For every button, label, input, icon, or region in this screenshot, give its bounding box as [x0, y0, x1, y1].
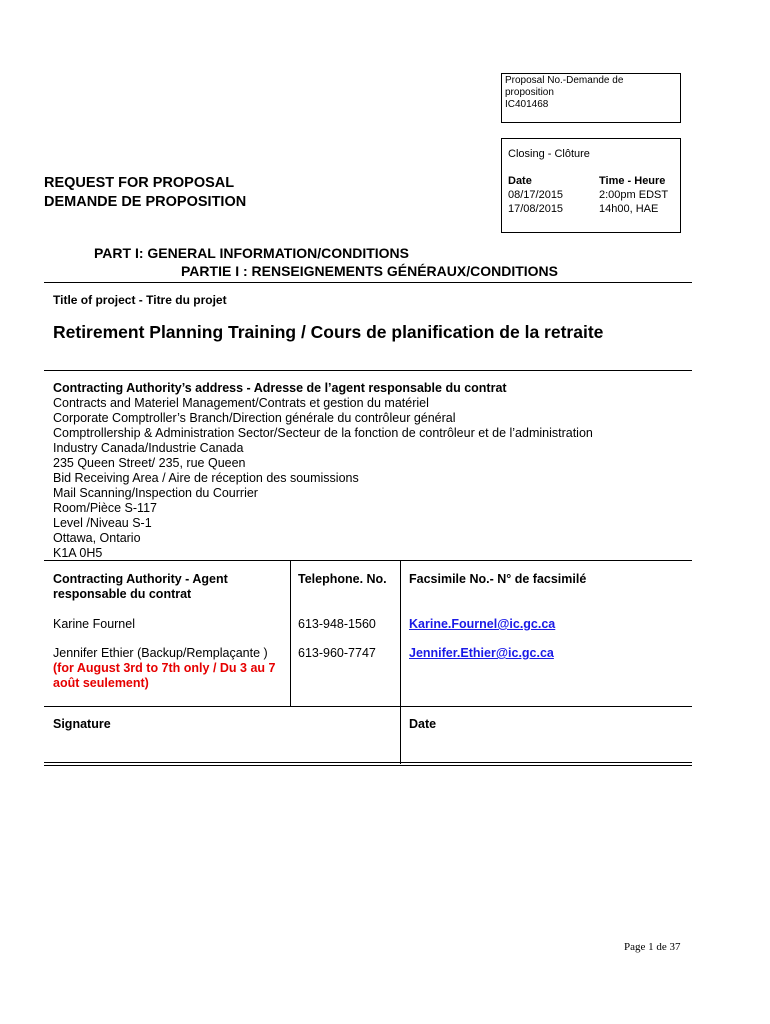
page-number: Page 1 de 37 — [624, 941, 681, 953]
project-title-label: Title of project - Titre du projet — [53, 293, 227, 307]
divider-part — [44, 282, 692, 283]
address-block — [53, 381, 593, 561]
closing-title: Closing - Clôture — [508, 148, 590, 160]
closing-time-header: Time - Heure — [599, 175, 666, 187]
contacts-header-authority-line2: responsable du contrat — [53, 587, 192, 601]
address-line: K1A 0H5 — [53, 546, 103, 560]
contact-note-2-line2: août seulement) — [53, 676, 149, 690]
part-title-en: PART I: GENERAL INFORMATION/CONDITIONS — [94, 245, 409, 261]
project-title: Retirement Planning Training / Cours de planification de la retraite — [53, 322, 604, 342]
proposal-label-line2: proposition — [505, 87, 554, 98]
contacts-header-fax: Facsimile No.- N° de facsimilé — [409, 572, 587, 586]
contacts-header-phone: Telephone. No. — [298, 572, 387, 586]
contact-row-2 — [53, 646, 275, 691]
contact-email-link-2[interactable]: Jennifer.Ethier@ic.gc.ca — [409, 646, 554, 660]
address-line: Corporate Comptroller’s Branch/Direction générale du contrôleur général — [53, 411, 456, 425]
address-line: Ottawa, Ontario — [53, 531, 141, 545]
contact-name-1: Karine Fournel — [53, 617, 135, 631]
part-title-fr: PARTIE I : RENSEIGNEMENTS GÉNÉRAUX/CONDITIONS — [181, 263, 558, 279]
proposal-number: IC401468 — [505, 99, 549, 110]
address-line: Contracts and Materiel Management/Contrats et gestion du matériel — [53, 396, 429, 410]
contact-email-link-1[interactable]: Karine.Fournel@ic.gc.ca — [409, 617, 556, 631]
divider-bottom-1 — [44, 762, 692, 763]
document-title-en: REQUEST FOR PROPOSAL — [44, 175, 235, 191]
contacts-header-authority-line1: Contracting Authority - Agent — [53, 572, 228, 586]
signature-label: Signature — [53, 717, 111, 731]
closing-time-col — [599, 174, 668, 216]
divider-project — [44, 370, 692, 371]
divider-signature-top — [44, 706, 692, 707]
contacts-header-authority — [53, 572, 228, 602]
address-label: Contracting Authority’s address - Adresse de l’agent responsable du contrat — [53, 381, 507, 395]
contact-name-2: Jennifer Ethier (Backup/Remplaçante ) — [53, 646, 268, 660]
address-line: 235 Queen Street/ 235, rue Queen — [53, 456, 246, 470]
contact-phone-1: 613-948-1560 — [298, 617, 376, 631]
contacts-col-divider-2 — [400, 560, 401, 764]
address-line: Bid Receiving Area / Aire de réception des soumissions — [53, 471, 359, 485]
closing-time-fr: 14h00, HAE — [599, 203, 659, 215]
address-line: Room/Pièce S-117 — [53, 501, 157, 515]
address-line: Comptrollership & Administration Sector/Secteur de la fonction de contrôleur et de l’administration — [53, 426, 593, 440]
proposal-number-text — [505, 75, 623, 111]
closing-date-fr: 17/08/2015 — [508, 203, 564, 215]
contact-note-2-line1: (for August 3rd to 7th only / Du 3 au 7 — [53, 661, 276, 675]
divider-contacts-top — [44, 560, 692, 561]
document-title-fr: DEMANDE DE PROPOSITION — [44, 194, 247, 210]
divider-bottom-2 — [44, 765, 692, 766]
contact-phone-2: 613-960-7747 — [298, 646, 376, 660]
closing-date-col — [508, 174, 563, 216]
signature-date-label: Date — [409, 717, 437, 731]
closing-date-en: 08/17/2015 — [508, 189, 564, 201]
contacts-col-divider-1 — [290, 560, 291, 706]
proposal-label-line1: Proposal No.-Demande de — [505, 75, 624, 86]
closing-time-en: 2:00pm EDST — [599, 189, 669, 201]
address-line: Industry Canada/Industrie Canada — [53, 441, 244, 455]
address-line: Mail Scanning/Inspection du Courrier — [53, 486, 258, 500]
closing-date-header: Date — [508, 175, 532, 187]
document-title — [44, 174, 246, 212]
address-line: Level /Niveau S-1 — [53, 516, 152, 530]
